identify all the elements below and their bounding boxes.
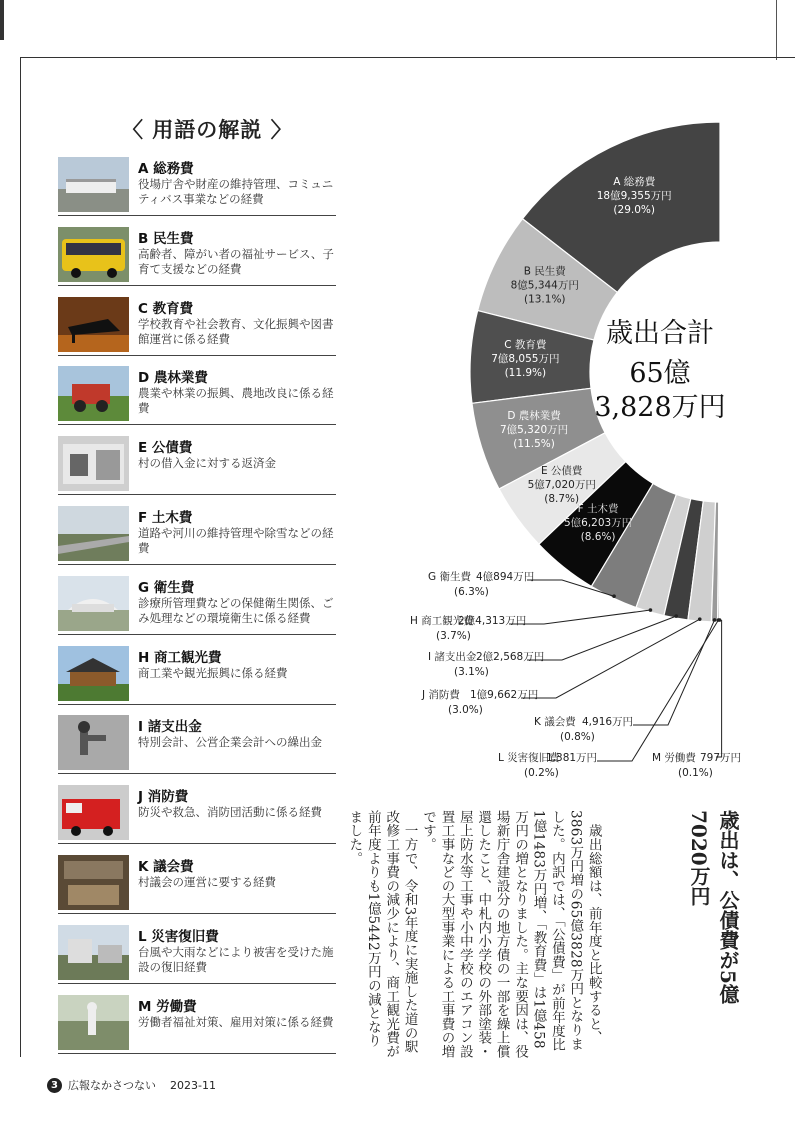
leader-line [597, 620, 718, 761]
slice-label-label: G 衛生費 [428, 571, 471, 583]
pie-slice [719, 502, 720, 622]
glossary-term-name: K 議会費 [138, 859, 194, 875]
glossary-term-name: B 民生費 [138, 230, 194, 247]
glossary-term-desc: 高齢者、障がい者の福祉サービス、子育て支援などの経費 [138, 246, 334, 276]
slice-label-amount: 5億7,020万円 [527, 478, 596, 491]
slice-label-label: A 総務費 [613, 175, 656, 188]
page-footer [47, 1077, 216, 1093]
glossary-term-name: E 公債費 [138, 440, 193, 457]
glossary-term-name: M 労働費 [138, 998, 197, 1015]
chart-total-line: 65億 [629, 358, 691, 389]
slice-label-amount: 2億2,568万円 [476, 651, 545, 663]
glossary-term-desc: 台風や大雨などにより被害を受けた施設の復旧経費 [138, 944, 334, 974]
leader-line [521, 619, 700, 698]
slice-label-amount: 7億5,320万円 [499, 423, 569, 436]
slice-label-amount: 2億4,313万円 [458, 615, 527, 627]
leader-dot [612, 594, 616, 598]
leader-dot [674, 614, 678, 618]
slice-label-label: F 土木費 [577, 503, 619, 516]
glossary-term-desc: 農業や林業の振興、農地改良に係る経費 [138, 386, 334, 416]
leader-dot [713, 618, 717, 622]
leader-line [509, 610, 650, 624]
article-body [345, 810, 603, 1060]
slice-label-pct: (8.6%) [580, 531, 616, 544]
glossary-title: 〈 用語の解説 〉 [122, 118, 293, 142]
slice-label-label: I 諸支出金 [428, 651, 477, 663]
glossary-term-desc: 役場庁舎や財産の維持管理、コミュニティバス事業などの経費 [138, 177, 334, 206]
glossary-term-name: J 消防費 [138, 789, 189, 806]
slice-label-pct: (6.3%) [454, 586, 489, 598]
slice-label-pct: (3.0%) [448, 704, 483, 716]
slice-label-pct: (11.5%) [513, 437, 555, 450]
leader-line [716, 620, 722, 757]
leader-line [527, 616, 676, 660]
glossary-term-name: F 土木費 [138, 510, 193, 526]
slice-label-amount: 7億8,055万円 [491, 353, 560, 366]
slice-label-amount: 1億9,662万円 [470, 689, 539, 701]
slice-label-amount: 4億894万円 [476, 571, 535, 583]
glossary-term-desc: 診療所管理費などの保健衛生関係、ごみ処理などの環境衛生に係る経費 [138, 595, 334, 625]
slice-label-pct: (0.8%) [560, 731, 595, 743]
slice-label-label: E 公債費 [540, 464, 583, 477]
leader-dot [649, 608, 653, 612]
slice-label-label: K 議会費 [534, 716, 576, 728]
glossary-term-desc: 道路や河川の維持管理や除雪などの経費 [138, 526, 334, 555]
glossary-term-name: I 諸支出金 [138, 719, 202, 736]
page-number: 3 [47, 1078, 62, 1093]
glossary-term-name: D 農林業費 [138, 370, 208, 387]
issue-date: 2023-11 [170, 1078, 216, 1092]
leader-line [633, 620, 715, 725]
slice-label-amount: 1,381万円 [546, 752, 598, 764]
glossary-term-name: L 災害復旧費 [138, 928, 219, 945]
slice-label-pct: (0.2%) [524, 767, 559, 779]
slice-label-label: D 農林業費 [507, 409, 561, 422]
glossary-term-name: C 教育費 [138, 300, 194, 317]
glossary-term-desc: 防災や救急、消防団活動に係る経費 [138, 805, 322, 820]
leader-dot [698, 617, 702, 621]
slice-label-label: M 労働費 [652, 752, 696, 764]
chart-total-line: 3,828万円 [594, 392, 726, 423]
glossary-term-desc: 特別会計、公営企業会計への繰出金 [138, 735, 322, 750]
slice-label-pct: (0.1%) [678, 767, 713, 779]
slice-label-pct: (11.9%) [504, 367, 547, 380]
glossary-term-desc: 学校教育や社会教育、文化振興や図書館運営に係る経費 [138, 316, 334, 346]
slice-label-pct: (3.1%) [454, 666, 489, 678]
glossary-term-desc: 村議会の運営に要する経費 [138, 875, 276, 889]
slice-label-amount: 797万円 [700, 752, 742, 764]
slice-label-pct: (3.7%) [436, 630, 471, 642]
slice-label-amount: 18億9,355万円 [596, 189, 672, 202]
slice-label-amount: 8億5,344万円 [510, 279, 579, 292]
glossary-term-name: A 総務費 [138, 161, 194, 177]
glossary-term-name: G 衛生費 [138, 579, 195, 596]
slice-label-label: B 民生費 [523, 265, 566, 278]
glossary-term-desc: 労働者福祉対策、雇用対策に係る経費 [138, 1014, 334, 1029]
slice-label-label: H 商工観光費 [410, 615, 474, 627]
chart-title: 歳出合計 [606, 318, 714, 349]
slice-label-amount: 4,916万円 [582, 716, 634, 728]
publication-name: 広報なかさつない [68, 1079, 156, 1092]
article-headline: 歳出は、公債費が5億7020万円 [687, 810, 740, 1004]
article-body-text: 歳出総額は、前年度と比較すると、3863万円増の65億3828万円となりました。内訳では、「公債費」が前年度比1億1483万円増、「教育費」は1億458万円の増となりました。主な要因は、役場新庁舎建設分の地方債の一部を繰上償還したこと、中札内小学校の外部塗装・屋上防水等工事や小中学校のエアコン設置工事などの大型事業による工事費の増です。 一方で、令和3年度に実施した道の駅改修工事費の減少により、商工観光費が前年度よりも1億5442万円の減となりました。 [346, 810, 602, 1059]
slice-label-pct: (8.7%) [544, 492, 580, 505]
slice-label-amount: 5億6,203万円 [563, 517, 633, 530]
slice-label-label: C 教育費 [504, 339, 547, 352]
glossary-term-desc: 村の借入金に対する返済金 [138, 456, 276, 471]
slice-label-label: L 災害復旧費 [498, 752, 560, 764]
slice-label-pct: (29.0%) [613, 203, 655, 216]
slice-label-label: J 消防費 [422, 689, 460, 701]
slice-label-pct: (13.1%) [523, 293, 566, 306]
glossary-term-name: H 商工観光費 [138, 649, 222, 666]
leader-dot [718, 618, 722, 622]
glossary-term-desc: 商工業や観光振興に係る経費 [138, 665, 288, 680]
